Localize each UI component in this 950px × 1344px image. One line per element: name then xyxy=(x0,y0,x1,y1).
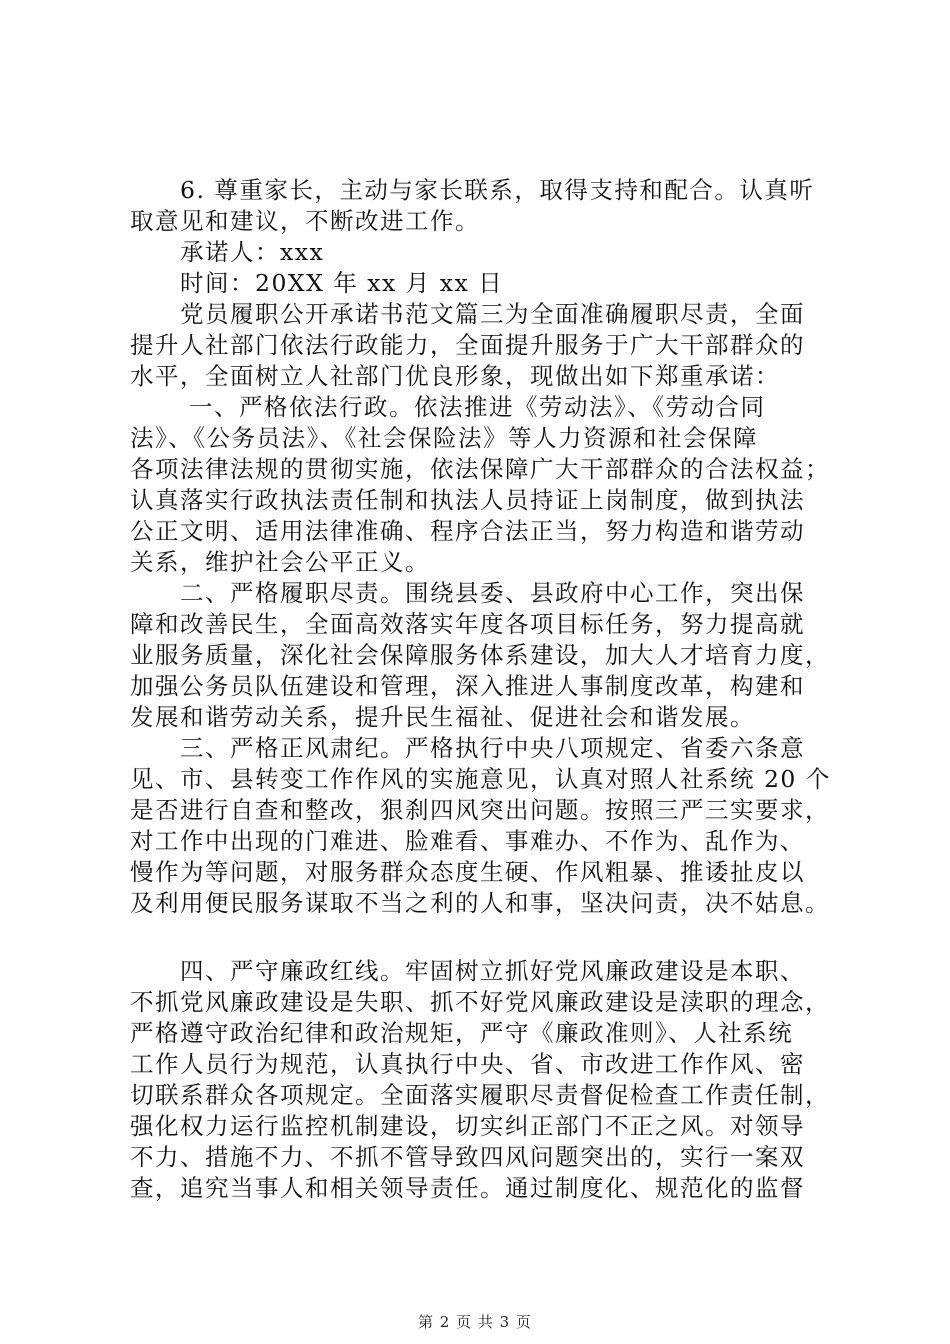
text-line: 认真落实行政执法责任制和执法人员持证上岗制度，做到执法 xyxy=(130,486,805,514)
text-line: 切联系群众各项规定。全面落实履职尽责督促检查工作责任制， xyxy=(130,1081,830,1109)
text-line: 6. 尊重家长，主动与家长联系，取得支持和配合。认真听 xyxy=(130,176,815,204)
text-line: 是否进行自查和整改，狠刹四风突出问题。按照三严三实要求， xyxy=(130,796,830,824)
text-line: 不抓党风廉政建设是失职、抓不好党风廉政建设是渎职的理念， xyxy=(130,988,830,1016)
text-line: 各项法律法规的贯彻实施，依法保障广大干部群众的合法权益； xyxy=(130,455,830,483)
text-line: 查，追究当事人和相关领导责任。通过制度化、规范化的监督 xyxy=(130,1174,805,1202)
text-line: 法》、《公务员法》、《社会保险法》等人力资源和社会保障 xyxy=(130,424,758,452)
text-line: 加强公务员队伍建设和管理，深入推进人事制度改革，构建和 xyxy=(130,672,805,700)
text-line: 提升人社部门依法行政能力，全面提升服务于广大干部群众的 xyxy=(130,331,805,359)
text-line: 严格遵守政治纪律和政治规矩，严守《廉政准则》、人社系统 xyxy=(130,1019,794,1047)
text-line: 党员履职公开承诺书范文篇三为全面准确履职尽责，全面 xyxy=(130,300,805,328)
text-line: 发展和谐劳动关系，提升民生福祉、促进社会和谐发展。 xyxy=(130,703,755,731)
text-line: 工作人员行为规范，认真执行中央、省、市改进工作作风、密 xyxy=(130,1050,805,1078)
text-line: 不力、措施不力、不抓不管导致四风问题突出的，实行一案双 xyxy=(130,1143,805,1171)
text-line: 四、严守廉政红线。牢固树立抓好党风廉政建设是本职、 xyxy=(130,957,805,985)
text-line: 对工作中出现的门难进、脸难看、事难办、不作为、乱作为、 xyxy=(130,827,805,855)
signer-line: 承诺人：xxx xyxy=(130,238,325,266)
text-line: 业服务质量，深化社会保障服务体系建设，加大人才培育力度， xyxy=(130,641,830,669)
text-line: 关系，维护社会公平正义。 xyxy=(130,548,430,576)
text-line: 取意见和建议，不断改进工作。 xyxy=(130,207,480,235)
text-line: 二、严格履职尽责。围绕县委、县政府中心工作，突出保 xyxy=(130,579,805,607)
text-line: 水平，全面树立人社部门优良形象，现做出如下郑重承诺： xyxy=(130,362,780,390)
document-body xyxy=(130,175,830,1204)
date-line: 时间：20XX 年 xx 月 xx 日 xyxy=(130,269,504,297)
text-line: 慢作为等问题，对服务群众态度生硬、作风粗暴、推诿扯皮以 xyxy=(130,858,805,886)
text-line: 强化权力运行监控机制建设，切实纠正部门不正之风。对领导 xyxy=(130,1112,805,1140)
text-line: 障和改善民生，全面高效落实年度各项目标任务，努力提高就 xyxy=(130,610,805,638)
text-line: 公正文明、适用法律准确、程序合法正当，努力构造和谐劳动 xyxy=(130,517,805,545)
page-footer: 第 2 页 共 3 页 xyxy=(418,1313,532,1331)
text-line: 三、严格正风肃纪。严格执行中央八项规定、省委六条意 xyxy=(130,734,805,762)
text-line: 见、市、县转变工作作风的实施意见，认真对照人社系统 20 个 xyxy=(130,765,831,793)
text-line: 及利用便民服务谋取不当之利的人和事，坚决问责，决不姑息。 xyxy=(130,889,830,917)
paragraph-gap xyxy=(130,919,830,956)
text-line: 一、严格依法行政。依法推进《劳动法》、《劳动合同 xyxy=(130,393,766,421)
